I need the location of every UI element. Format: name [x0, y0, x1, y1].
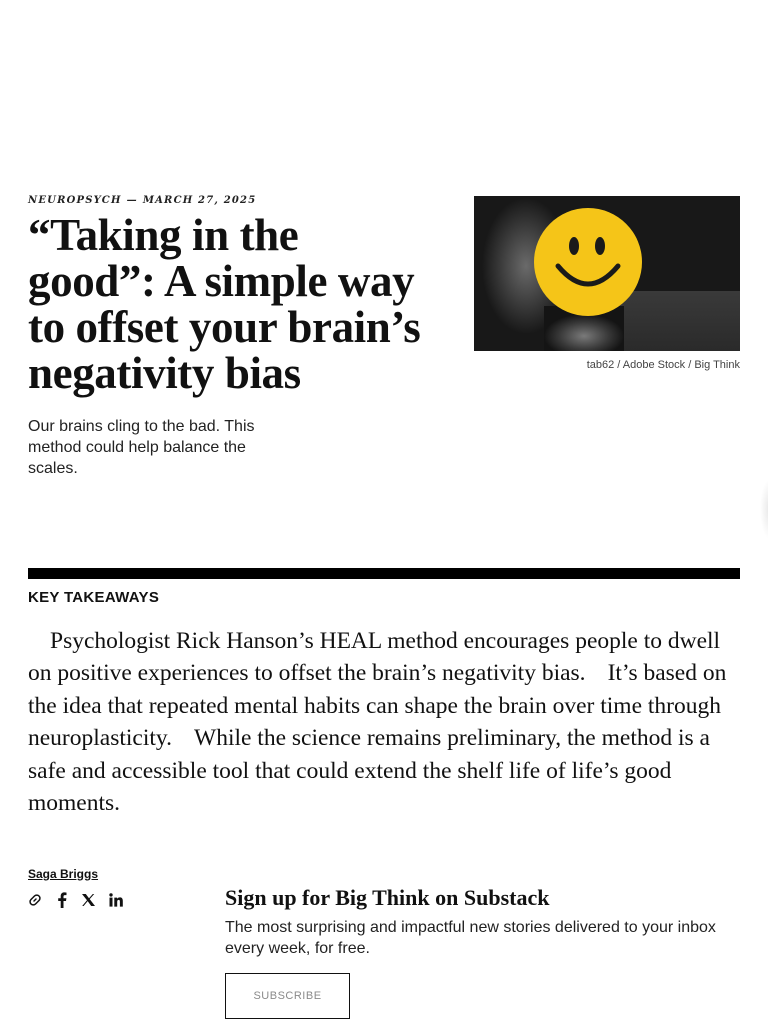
hero-image: [474, 196, 740, 351]
image-credit: tab62 / Adobe Stock / Big Think: [586, 359, 740, 371]
smiley-right-eye: [595, 237, 605, 255]
publish-date: MARCH 27, 2025: [142, 194, 257, 206]
article-eyebrow: [28, 194, 428, 206]
article-header-text: [28, 194, 428, 479]
smiley-face-icon: [534, 208, 642, 316]
takeaway-item: It’s based on the idea that repeated mental habits can shape the brain over time through neuroplasticity.: [28, 660, 727, 752]
facebook-icon[interactable]: [53, 891, 70, 908]
signup-description: The most surprising and impactful new stories delivered to your inbox every week, for free.: [225, 919, 716, 957]
signup-title: Sign up for Big Think on Substack: [225, 885, 550, 910]
smiley-left-eye: [569, 237, 579, 255]
key-takeaways-title: KEY TAKEAWAYS: [28, 589, 160, 606]
takeaway-item: While the science remains preliminary, the method is a safe and accessible tool that could extend the shelf life of life’s good moments.: [28, 725, 710, 817]
key-takeaways-list: [28, 625, 740, 819]
category-link[interactable]: NEUROPSYCH: [28, 194, 122, 206]
article-dek: Our brains cling to the bad. This method could help balance the scales.: [28, 418, 255, 477]
edge-shadow: [758, 478, 768, 540]
share-bar: [26, 891, 124, 908]
section-divider: [28, 568, 740, 579]
hero-figure: [474, 196, 740, 373]
subscribe-button[interactable]: SUBSCRIBE: [225, 973, 350, 1019]
takeaway-item: Psychologist Rick Hanson’s HEAL method encourages people to dwell on positive experiences to offset the brain’s negativity bias.: [28, 628, 721, 687]
link-icon[interactable]: [26, 891, 43, 908]
substack-signup: [225, 884, 740, 1019]
x-icon[interactable]: [80, 891, 97, 908]
article-headline: “Taking in the good”: A simple way to offset your brain’s negativity bias: [28, 210, 421, 398]
linkedin-icon[interactable]: [107, 891, 124, 908]
eyebrow-separator: —: [126, 194, 138, 206]
author-link[interactable]: Saga Briggs: [28, 867, 99, 881]
smiley-face: [534, 208, 642, 316]
